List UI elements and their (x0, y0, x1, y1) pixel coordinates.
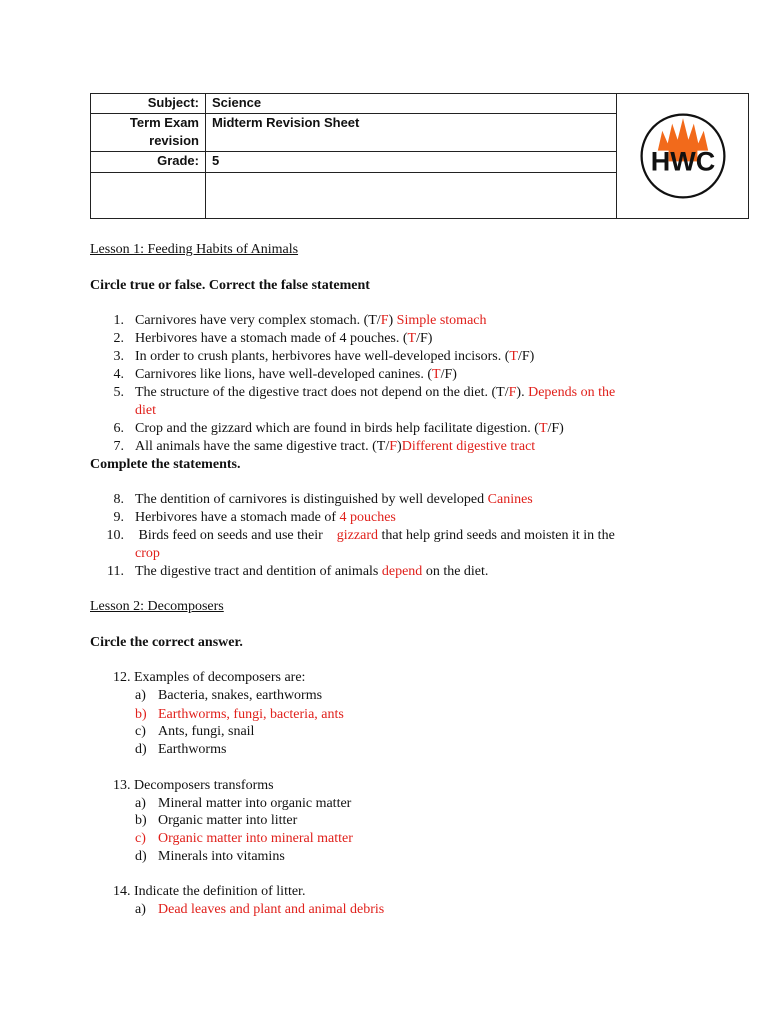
lesson2-title: Lesson 2: Decomposers (90, 599, 224, 614)
question-text: Carnivores have very complex stomach. (T/ (135, 313, 381, 328)
option-text: Earthworms, fungi, bacteria, ants (158, 707, 344, 722)
q13-option-a (135, 795, 352, 812)
option-letter: d) (135, 849, 147, 864)
question-number: 8. (113, 492, 124, 507)
grade-label: Grade: (91, 152, 206, 172)
option-letter: d) (135, 742, 147, 757)
question-text: The structure of the digestive tract does not depend on the diet. (T/ (135, 385, 509, 400)
q12-option-c (135, 723, 255, 740)
q13-option-c (135, 830, 353, 847)
q12-option-a (135, 687, 323, 704)
option-letter: a) (135, 796, 146, 811)
question-text: The digestive tract and dentition of animals (135, 564, 382, 579)
question-number: 6. (113, 421, 124, 436)
q13-option-b (135, 812, 298, 829)
answer-mark: F (389, 439, 398, 454)
question-number: 1. (113, 313, 124, 328)
question-text-close: ). (516, 385, 529, 400)
answer-mark: T (407, 331, 417, 346)
question-5-continuation: diet (135, 403, 156, 418)
option-text: Dead leaves and plant and animal debris (158, 902, 385, 917)
question-text-close: /F) (416, 331, 433, 346)
subject-value: Science (206, 94, 617, 114)
question-text: All animals have the same digestive tract. (T/ (135, 439, 390, 454)
logo-cell (617, 94, 749, 219)
answer-mark: T (509, 349, 518, 364)
question-number: 2. (113, 331, 124, 346)
option-text: Minerals into vitamins (158, 849, 285, 864)
question-text: Crop and the gizzard which are found in birds help facilitate digestion. ( (135, 421, 539, 436)
empty-label-cell (91, 172, 206, 218)
question-text-close: ) (397, 439, 402, 454)
option-text: Ants, fungi, snail (158, 724, 255, 739)
option-text: Mineral matter into organic matter (158, 796, 352, 811)
option-letter: c) (135, 831, 146, 846)
question-12-stem: 12. Examples of decomposers are: (113, 670, 306, 685)
answer-mark: T (432, 367, 441, 382)
lesson1-title: Lesson 1: Feeding Habits of Animals (90, 242, 299, 257)
option-text: Organic matter into litter (158, 813, 298, 828)
option-letter: a) (135, 688, 146, 703)
fill-answer: gizzard (336, 528, 378, 543)
option-text: Bacteria, snakes, earthworms (158, 688, 323, 703)
grade-value: 5 (206, 152, 617, 172)
term-value: Midterm Revision Sheet (206, 114, 617, 152)
school-logo-icon (638, 111, 728, 201)
question-text-close: ) (388, 313, 397, 328)
term-label (91, 114, 206, 152)
option-letter: b) (135, 707, 147, 722)
option-text: Earthworms (158, 742, 227, 757)
lesson2-instruction: Circle the correct answer. (90, 635, 243, 650)
question-number: 5. (113, 385, 124, 400)
question-number: 9. (113, 510, 124, 525)
fill-answer: 4 pouches (339, 510, 396, 525)
answer-mark: F (380, 313, 389, 328)
question-text-continued: that help grind seeds and moisten it in the (378, 528, 615, 543)
question-number: 3. (113, 349, 124, 364)
question-text: Carnivores like lions, have well-developed canines. ( (135, 367, 433, 382)
header-table (90, 93, 749, 219)
option-text: Organic matter into mineral matter (158, 831, 353, 846)
question-number: 4. (113, 367, 124, 382)
question-number: 7. (113, 439, 124, 454)
empty-value-cell (206, 172, 617, 218)
question-text: The dentition of carnivores is distinguished by well developed (135, 492, 488, 507)
q14-option-a (135, 901, 385, 918)
lesson1-instruction-tf: Circle true or false. Correct the false statement (90, 278, 370, 293)
correction-answer: Depends on the (528, 385, 616, 400)
question-14-stem: 14. Indicate the definition of litter. (113, 884, 306, 899)
option-letter: c) (135, 724, 146, 739)
q12-option-b (135, 706, 344, 723)
answer-mark: T (538, 421, 548, 436)
correction-answer: Simple stomach (396, 313, 487, 328)
fill-answer: depend (381, 564, 423, 579)
q13-option-d (135, 848, 285, 865)
term-label-line1: Term Exam (129, 115, 199, 131)
question-text: Herbivores have a stomach made of 4 pouches. ( (135, 331, 408, 346)
correction-answer: Different digestive tract (401, 439, 536, 454)
option-letter: b) (135, 813, 147, 828)
question-text-continued: on the diet. (422, 564, 489, 579)
fill-answer: Canines (487, 492, 533, 507)
term-label-line2: revision (149, 133, 199, 149)
lesson1-instruction-complete: Complete the statements. (90, 457, 241, 472)
question-13-stem: 13. Decomposers transforms (113, 778, 274, 793)
answer-mark: F (508, 385, 517, 400)
question-10-continuation: crop (135, 546, 160, 561)
question-text: Birds feed on seeds and use their (135, 528, 337, 543)
option-letter: a) (135, 902, 146, 917)
question-text-close: /F) (547, 421, 564, 436)
question-text: Herbivores have a stomach made of (135, 510, 340, 525)
subject-label: Subject: (91, 94, 206, 114)
question-number: 10. (106, 528, 124, 543)
question-text-close: /F) (517, 349, 535, 364)
q12-option-d (135, 741, 227, 758)
logo-lettering: HWC (650, 146, 715, 177)
question-text: In order to crush plants, herbivores have well-developed incisors. ( (135, 349, 510, 364)
question-number: 11. (107, 564, 124, 579)
question-text-close: /F) (440, 367, 457, 382)
